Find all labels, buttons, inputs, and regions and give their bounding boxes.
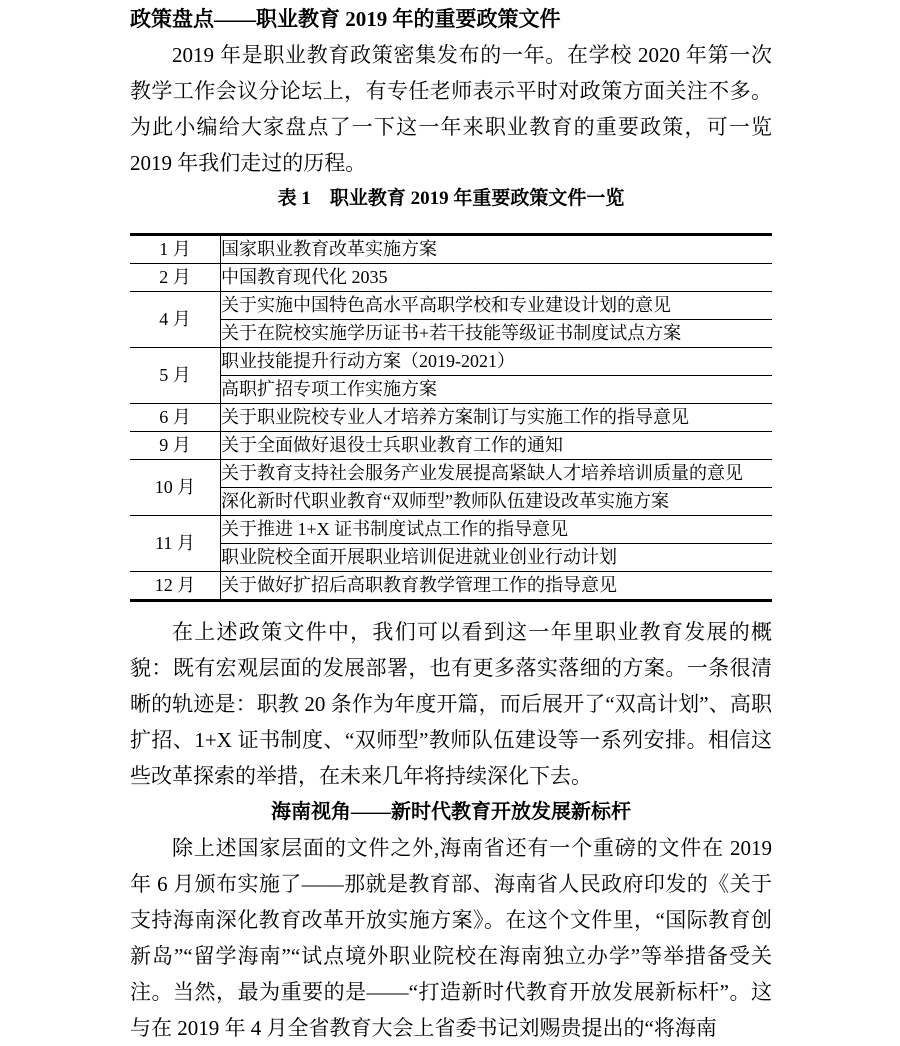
policy-table-body [130, 235, 772, 601]
month-cell: 9 月 [130, 432, 221, 460]
summary-paragraph: 在上述政策文件中，我们可以看到这一年里职业教育发展的概貌：既有宏观层面的发展部署，也有更多落实落细的方案。一条很清晰的轨迹是：职教 20 条作为年度开篇，而后展开了“双高计划”、高职扩招、1+X 证书制度、“双师型”教师队伍建设等一系列安排。相信这些改革探索的举措，在未来几年将持续深化下去。 [130, 620, 772, 788]
policy-cell: 关于在院校实施学历证书+若干技能等级证书制度试点方案 [221, 320, 773, 348]
table-row [130, 488, 772, 516]
table-row [130, 460, 772, 488]
table-row [130, 572, 772, 601]
policy-cell: 关于教育支持社会服务产业发展提高紧缺人才培养培训质量的意见 [221, 460, 773, 488]
table-row [130, 516, 772, 544]
policy-cell: 职业技能提升行动方案（2019-2021） [221, 348, 773, 376]
policy-cell: 国家职业教育改革实施方案 [221, 235, 773, 264]
table-row [130, 404, 772, 432]
table-caption: 表 1 职业教育 2019 年重要政策文件一览 [277, 188, 625, 209]
table-row [130, 292, 772, 320]
section-title-hainan: 海南视角——新时代教育开放发展新标杆 [271, 801, 631, 823]
table-row [130, 348, 772, 376]
policy-cell: 职业院校全面开展职业培训促进就业创业行动计划 [221, 544, 773, 572]
month-cell: 6 月 [130, 404, 221, 432]
table-row [130, 376, 772, 404]
month-cell: 1 月 [130, 235, 221, 264]
table-row [130, 432, 772, 460]
policy-cell: 关于推进 1+X 证书制度试点工作的指导意见 [221, 516, 773, 544]
intro-paragraph: 2019 年是职业教育政策密集发布的一年。在学校 2020 年第一次教学工作会议分论坛上，有专任老师表示平时对政策方面关注不多。为此小编给大家盘点了一下这一年来职业教育的重要政策，可一览 2019 年我们走过的历程。 [130, 43, 772, 175]
policy-cell: 高职扩招专项工作实施方案 [221, 376, 773, 404]
table-row [130, 235, 772, 264]
table-row [130, 264, 772, 292]
hainan-paragraph: 除上述国家层面的文件之外,海南省还有一个重磅的文件在 2019 年 6 月颁布实施了——那就是教育部、海南省人民政府印发的《关于支持海南深化教育改革开放实施方案》。在这个文件里，“国际教育创新岛”“留学海南”“试点境外职业院校在海南独立办学”等举措备受关注。当然，最为重要的是——“打造新时代教育开放发展新标杆”。这与在 2019 年 4 月全省教育大会上省委书记刘赐贵提出的“将海南 [130, 836, 772, 1040]
month-cell: 5 月 [130, 348, 221, 404]
month-cell: 10 月 [130, 460, 221, 516]
policy-cell: 深化新时代职业教育“双师型”教师队伍建设改革实施方案 [221, 488, 773, 516]
month-cell: 4 月 [130, 292, 221, 348]
policy-cell: 关于做好扩招后高职教育教学管理工作的指导意见 [221, 572, 773, 601]
policy-cell: 关于实施中国特色高水平高职学校和专业建设计划的意见 [221, 292, 773, 320]
policy-cell: 关于职业院校专业人才培养方案制订与实施工作的指导意见 [221, 404, 773, 432]
table-row [130, 544, 772, 572]
policy-table [130, 233, 772, 602]
table-row [130, 320, 772, 348]
page-title: 政策盘点——职业教育 2019 年的重要政策文件 [130, 7, 561, 31]
policy-cell: 中国教育现代化 2035 [221, 264, 773, 292]
month-cell: 12 月 [130, 572, 221, 601]
document-page [130, 0, 772, 1046]
policy-cell: 关于全面做好退役士兵职业教育工作的通知 [221, 432, 773, 460]
month-cell: 11 月 [130, 516, 221, 572]
month-cell: 2 月 [130, 264, 221, 292]
